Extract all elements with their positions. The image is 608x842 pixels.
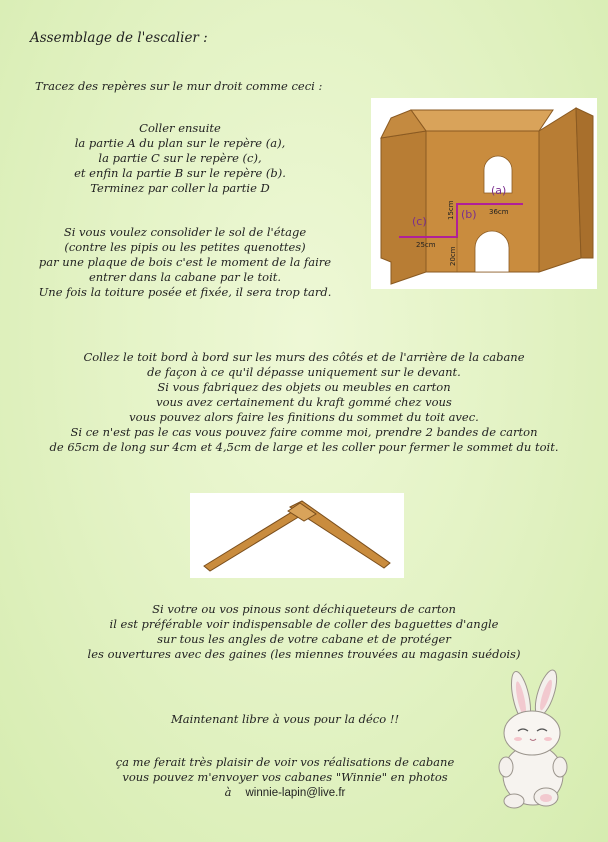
contact-prefix: à [224,785,232,799]
step-line: Coller ensuite [139,121,221,135]
marker-label-b: (b) [461,208,477,221]
roof-ridge-diagram [190,493,404,578]
contact-line: vous pouvez m'envoyer vos cabanes "Winnie" en photos [122,770,448,784]
protection-line: sur tous les angles de votre cabane et de protéger [157,632,451,646]
step-line: la partie A du plan sur le repère (a), [74,136,286,150]
step-line: la partie C sur le repère (c), [98,151,262,165]
roof-line: Si ce n'est pas le cas vous pouvez faire comme moi, prendre 2 bandes de carton [70,425,538,439]
roof-line: Si vous fabriquez des objets ou meubles en carton [157,380,451,394]
contact-note [0,755,570,801]
bunny-illustration [488,667,580,817]
contact-email-line [0,785,570,801]
note-line: Une fois la toiture posée et fixée, il sera trop tard. [38,285,332,299]
floor-consolidation-note [15,225,355,300]
protection-note [0,602,608,662]
intro-text: Tracez des repères sur le mur droit comme ceci : [35,79,323,93]
marker-label-a: (a) [491,184,507,197]
note-line: Si vous voulez consolider le sol de l'étage [63,225,307,239]
roof-line: Collez le toit bord à bord sur les murs des côtés et de l'arrière de la cabane [83,350,525,364]
marker-label-c: (c) [412,215,427,228]
roof-line: vous avez certainement du kraft gommé chez vous [156,395,452,409]
contact-line: ça me ferait très plaisir de voir vos réalisations de cabane [115,755,455,769]
protection-line: les ouvertures avec des gaines (les miennes trouvées au magasin suédois) [87,647,521,661]
decoration-note: Maintenant libre à vous pour la déco !! [170,712,400,726]
roof-instructions [0,350,608,455]
protection-line: Si votre ou vos pinous sont déchiqueteurs de carton [152,602,456,616]
dimension-36cm: 36cm [489,208,509,216]
dimension-20cm: 20cm [449,246,457,266]
dimension-15cm: 15cm [447,200,455,220]
roof-line: vous pouvez alors faire les finitions du sommet du toit avec. [129,410,479,424]
note-line: par une plaque de bois c'est le moment de la faire [38,255,332,269]
roof-line: de façon à ce qu'il dépasse uniquement sur le devant. [147,365,461,379]
step-line: Terminez par coller la partie D [90,181,270,195]
note-line: (contre les pipis ou les petites quenottes) [64,240,306,254]
assembly-steps [15,121,345,196]
contact-email: winnie-lapin@live.fr [245,787,346,799]
roof-line: de 65cm de long sur 4cm et 4,5cm de large et les coller pour fermer le sommet du toit. [49,440,559,454]
note-line: entrer dans la cabane par le toit. [88,270,282,284]
stair-marker-diagram [371,98,597,289]
page-title: Assemblage de l'escalier : [30,30,208,46]
step-line: et enfin la partie B sur le repère (b). [74,166,286,180]
dimension-25cm: 25cm [416,241,436,249]
protection-line: il est préférable voir indispensable de coller des baguettes d'angle [109,617,499,631]
